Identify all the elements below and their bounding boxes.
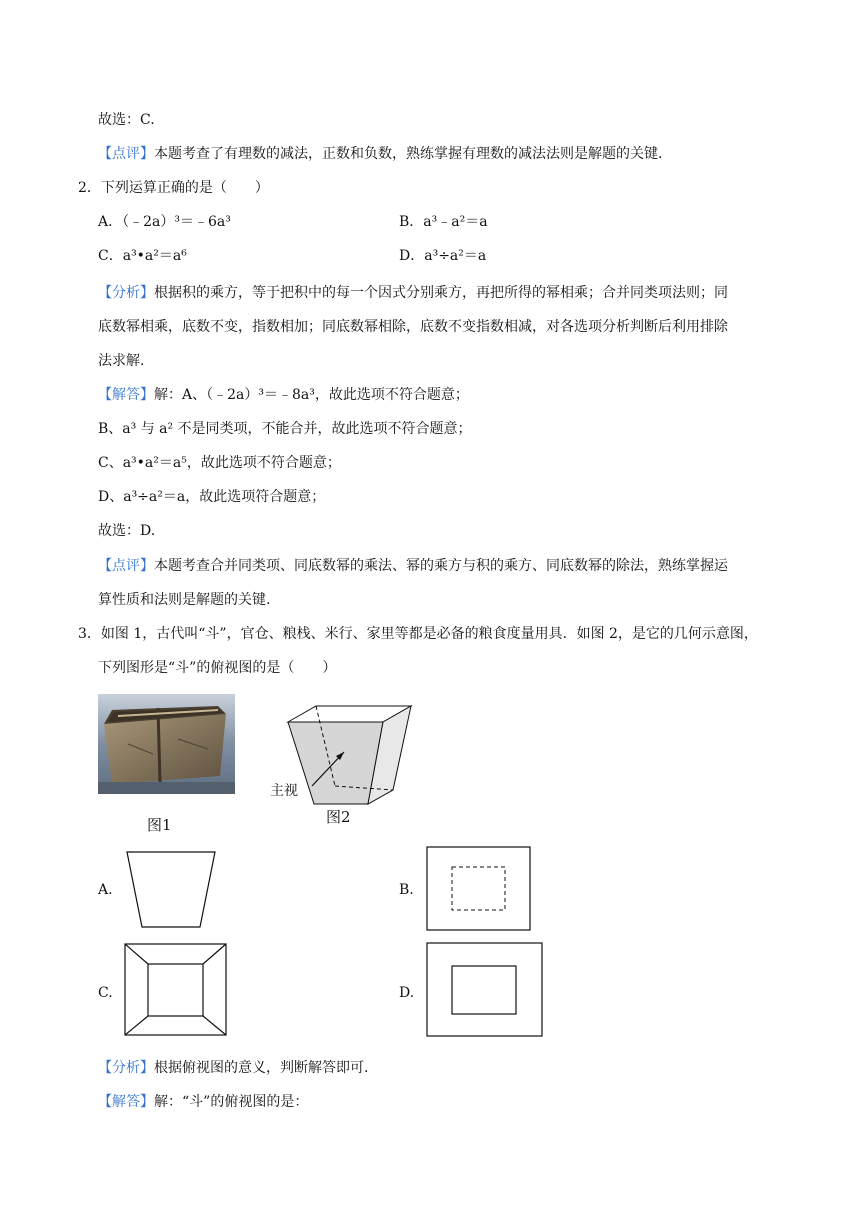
comment-tag: 【点评】 (98, 558, 154, 574)
comment-text: 本题考查合并同类项、同底数幂的乘法、幂的乘方与积的乘方、同底数幂的除法，熟练掌握运 (154, 558, 728, 574)
q2-answer-line3: C、a³•a²＝a⁵，故此选项不符合题意； (98, 455, 341, 471)
q2-analysis-line2: 底数幂相乘，底数不变，指数相加；同底数幂相除，底数不变指数相减，对各选项分析判断后利用排除 (98, 319, 728, 335)
q3-option-b-label: B. (399, 882, 414, 898)
q1-comment (98, 144, 662, 164)
q3-analysis (98, 1058, 368, 1078)
q2-stem: 2．下列运算正确的是（ ） (78, 180, 269, 196)
analysis-tag: 【分析】 (98, 1060, 154, 1076)
option-b-figure (426, 846, 532, 932)
q2-choice: 故选：D. (98, 523, 156, 539)
q2-option-a (98, 212, 231, 232)
comment-tag: 【点评】 (98, 146, 154, 162)
comment-text: 本题考查了有理数的减法，正数和负数，熟练掌握有理数的减法法则是解题的关键. (154, 146, 663, 162)
answer-text: 解：A、（﹣2a）³＝﹣8a³，故此选项不符合题意； (154, 387, 469, 403)
option-label: C． (98, 248, 123, 264)
option-text: a³﹣a²＝a (423, 214, 488, 230)
option-text: a³÷a²＝a (424, 248, 487, 264)
analysis-tag: 【分析】 (98, 285, 154, 301)
q2-answer-line4: D、a³÷a²＝a，故此选项符合题意； (98, 489, 326, 505)
q2-option-d (399, 246, 486, 266)
option-label: B． (399, 214, 424, 230)
q1-choice: 故选：C. (98, 112, 155, 128)
q2-comment-line2: 算性质和法则是解题的关键. (98, 592, 271, 608)
answer-text: 解：“斗”的俯视图的是： (154, 1094, 309, 1110)
option-text: a³•a²＝a⁶ (122, 248, 187, 264)
q2-option-c (98, 246, 187, 266)
q3-option-a-label: A. (98, 882, 113, 898)
option-a-trapezoid (124, 850, 218, 930)
q3-option-d-label: D. (399, 985, 415, 1001)
q2-answer-line1 (98, 385, 469, 405)
q2-option-b (399, 212, 488, 232)
option-label: A． (98, 214, 123, 230)
figure-2-caption: 图2 (326, 808, 351, 826)
answer-tag: 【解答】 (98, 387, 154, 403)
q3-answer (98, 1092, 308, 1112)
analysis-text: 根据积的乘方，等于把积中的每一个因式分别乘方，再把所得的幂相乘；合并同类项法则；同 (154, 285, 728, 301)
arrow-label: 主视 (270, 783, 298, 799)
analysis-text: 根据俯视图的意义，判断解答即可. (154, 1060, 369, 1076)
option-c-figure (124, 943, 228, 1037)
figure-1-caption: 图1 (147, 816, 172, 834)
q3-stem-line1: 3．如图 1，古代叫“斗”，官仓、粮栈、米行、家里等都是必备的粮食度量用具．如图 2，是它的几何示意图， (78, 626, 758, 642)
dou-photo (98, 694, 235, 794)
q3-stem-line2: 下列图形是“斗”的俯视图的是（ ） (98, 660, 337, 676)
option-text: （﹣2a）³＝﹣6a³ (122, 214, 231, 230)
answer-tag: 【解答】 (98, 1094, 154, 1110)
q2-analysis-line1 (98, 283, 728, 303)
q3-option-c-label: C. (98, 985, 113, 1001)
q2-answer-line2: B、a³ 与 a² 不是同类项，不能合并，故此选项不符合题意； (98, 421, 472, 437)
q2-analysis-line3: 法求解. (98, 353, 145, 369)
option-label: D． (399, 248, 425, 264)
option-d-figure (426, 942, 544, 1038)
q2-comment-line1 (98, 556, 728, 576)
